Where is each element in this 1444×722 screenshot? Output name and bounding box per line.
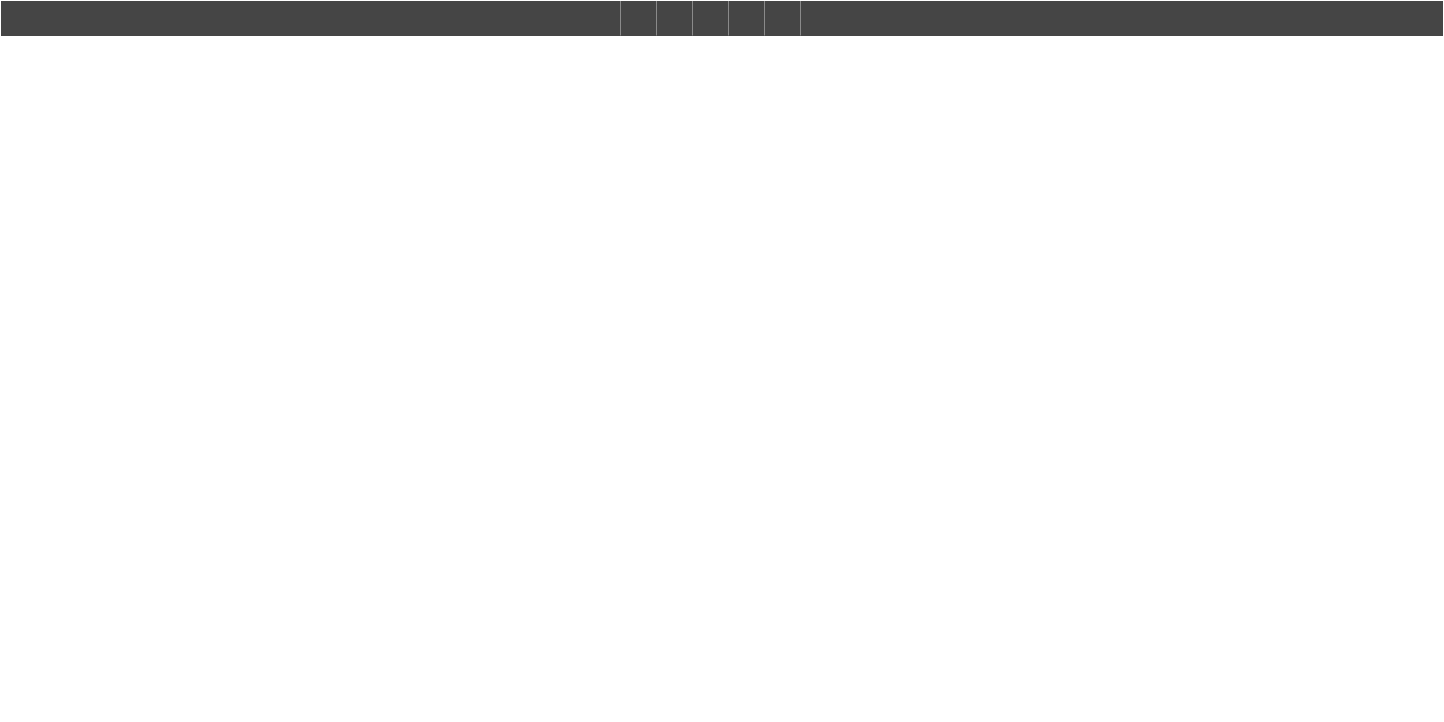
header-total[interactable] xyxy=(801,1,887,36)
header-p1[interactable] xyxy=(585,1,621,36)
header-p5[interactable] xyxy=(729,1,765,36)
header-p3[interactable] xyxy=(657,1,693,36)
header-p4[interactable] xyxy=(693,1,729,36)
sheet-title[interactable] xyxy=(1,1,585,36)
header-p2[interactable] xyxy=(621,1,657,36)
header-solutions[interactable] xyxy=(887,1,1443,36)
header-row xyxy=(1,1,1443,36)
header-p6[interactable] xyxy=(765,1,801,36)
